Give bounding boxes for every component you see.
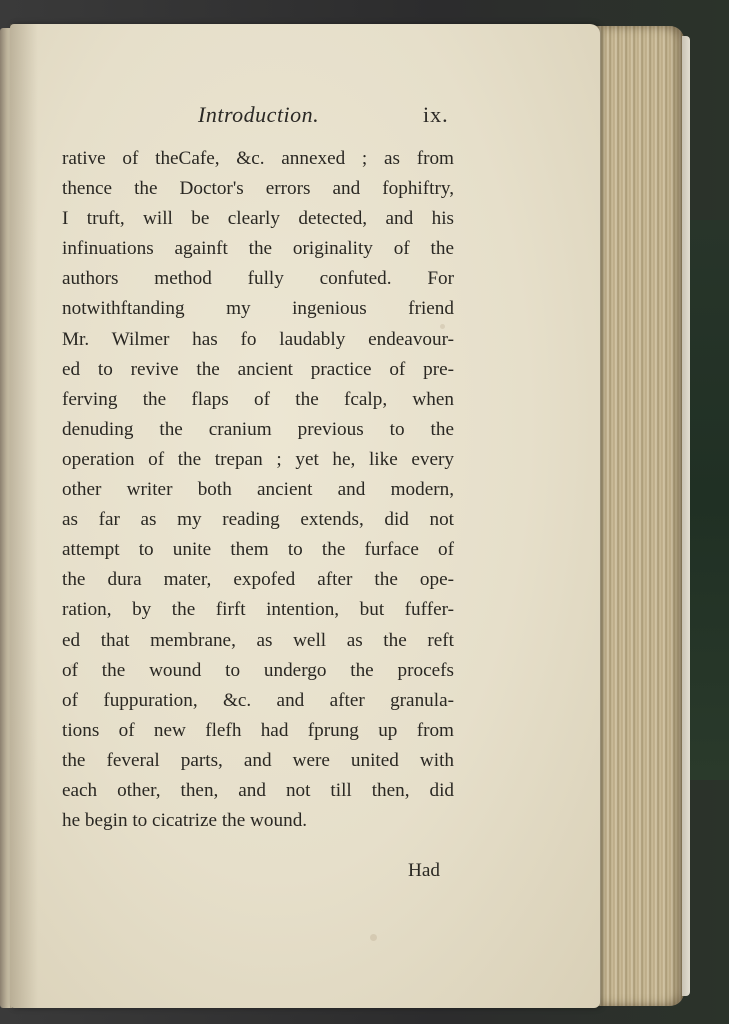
text-line: he begin to cicatrize the wound. [62, 810, 308, 832]
text-line: the feveral parts, and were united with [62, 749, 454, 771]
running-title: Introduction. [198, 102, 320, 127]
text-line: each other, then, and not till then, did [62, 779, 454, 801]
text-line: I truft, will be clearly detected, and his [62, 208, 454, 230]
text-line: attempt to unite them to the furface of [62, 539, 454, 561]
text-line: rative of theCafe, &c. annexed ; as from [62, 148, 454, 169]
text-line: ration, by the firft intention, but fuffer- [62, 599, 454, 621]
text-line: the dura mater, expofed after the ope- [62, 569, 454, 591]
text-line: of the wound to undergo the procefs [62, 659, 454, 681]
page-number: ix. [423, 102, 449, 127]
background-cloth [688, 220, 729, 780]
text-line: Mr. Wilmer has fo laudably endeavour- [62, 328, 454, 350]
text-line: of fuppuration, &c. and after granula- [62, 689, 454, 711]
text-line: ed that membrane, as well as the reft [62, 629, 454, 651]
body-text [62, 144, 454, 836]
foxing-spot [370, 934, 377, 941]
text-line: as far as my reading extends, did not [62, 509, 454, 531]
text-line: notwithftanding my ingenious friend [62, 298, 454, 320]
text-line: other writer both ancient and modern, [62, 479, 454, 501]
text-line: denuding the cranium previous to the [62, 418, 454, 440]
text-line: thence the Doctor's errors and fophiftry, [62, 178, 454, 200]
text-line: authors method fully confuted. For [62, 268, 454, 290]
book-page [10, 24, 600, 1008]
text-line: infinuations againft the originality of the [62, 238, 454, 260]
text-line: ed to revive the ancient practice of pre- [62, 358, 454, 380]
catchword: Had [408, 860, 440, 881]
text-line: tions of new flefh had fprung up from [62, 719, 454, 741]
text-line: operation of the trepan ; yet he, like every [62, 448, 454, 470]
page-header [10, 102, 600, 132]
text-line: ferving the flaps of the fcalp, when [62, 388, 454, 410]
